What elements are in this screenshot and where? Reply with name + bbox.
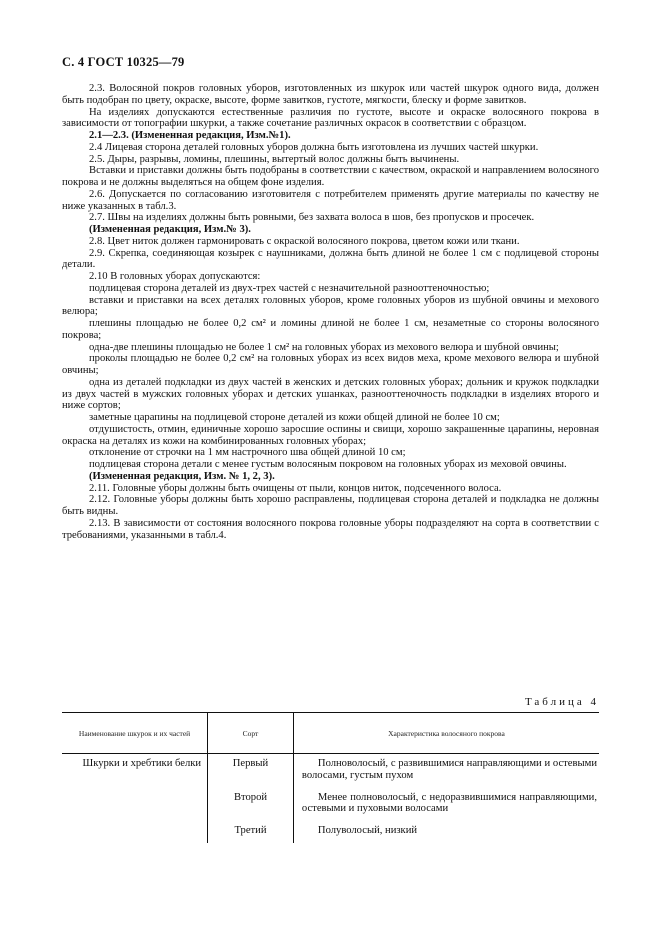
- allowance-item: подлицевая сторона деталей из двух-трех частей с незначительной разнооттеночностью;: [89, 282, 490, 294]
- column-header-description: Характеристика волосяного покрова: [293, 713, 599, 754]
- cell-grade: Первый: [208, 754, 294, 788]
- cell-description: Полноволосый, с развившимися направляющими и остевыми волосами, густым пухом: [293, 754, 599, 788]
- allowance-item: одна-две плешины площадью не более 1 см² на головных уборах из мехового велюра и шубной овчины;: [89, 341, 559, 353]
- allowance-item: заметные царапины на подлицевой стороне деталей из кожи общей длиной не более 10 см;: [89, 412, 500, 423]
- paragraph-2-13: 2.13. В зависимости от состояния волосяного покрова головные уборы подразделяют на сорта в соответствии с требованиями, указанными в табл.4.: [62, 517, 599, 541]
- table-row: [62, 788, 599, 822]
- cell-grade: Второй: [208, 788, 294, 822]
- paragraph-2-7: 2.7. Швы на изделиях должны быть ровными, без захвата волоса в шов, без пропусков и просечек.: [89, 212, 535, 224]
- paragraph-2-4: 2.4 Лицевая сторона деталей головных уборов должна быть изготовлена из лучших частей шкурки.: [89, 141, 539, 153]
- allowance-item: проколы площадью не более 0,2 см² на головных уборах из всех видов меха, кроме мехового велюра и шубной овчины;: [62, 353, 599, 376]
- paragraph-2-3: 2.3. Волосяной покров головных уборов, изготовленных из шкурок или частей шкурок одного вида, должен быть подобран по цвету, окраске, высоте, форме завитков, густоте, мягкости, блеску и форме завитков.: [62, 83, 599, 106]
- cell-name: [62, 821, 208, 843]
- cell-description: Полуволосый, низкий: [293, 821, 599, 843]
- amendment-note-3: (Измененная редакция, Изм.№ 3).: [89, 224, 251, 235]
- amendment-note-1: 2.1—2.3. (Измененная редакция, Изм.№1).: [89, 130, 291, 141]
- cell-name: Шкурки и хребтики белки: [82, 758, 202, 769]
- paragraph-2-5-inserts: Вставки и приставки должны быть подобраны в соответствии с качеством, окраской и направлением волосяного покрова и не должны выделяться на общем фоне изделия.: [62, 165, 599, 188]
- amendment-note-1-2-3: (Измененная редакция, Изм. № 1, 2, 3).: [89, 470, 275, 482]
- allowance-item: отклонение от строчки на 1 мм настрочного шва общей длиной 10 см;: [89, 447, 406, 459]
- grade-table: [62, 712, 599, 843]
- table-header-row: [62, 713, 599, 754]
- table-caption: Таблица 4: [524, 696, 599, 708]
- paragraph-2-12: 2.12. Головные уборы должны быть хорошо расправлены, подлицевая сторона деталей и подкладка не должны быть видны.: [62, 494, 599, 517]
- paragraph-2-5: 2.5. Дыры, разрывы, ломины, плешины, вытертый волос должны быть вычинены.: [89, 153, 460, 165]
- paragraph-2-9: 2.9. Скрепка, соединяющая козырек с наушниками, должна быть длиной не более 1 см с подлицевой стороны детали.: [62, 247, 599, 271]
- document-body: [62, 83, 599, 541]
- column-header-grade: Сорт: [208, 713, 294, 754]
- column-header-name: Наименование шкурок и их частей: [62, 713, 208, 754]
- cell-name: [62, 788, 208, 822]
- paragraph-2-10: 2.10 В головных уборах допускаются:: [89, 271, 261, 282]
- allowance-item: одна из деталей подкладки из двух частей в женских и детских головных уборах; дольник и кружок подкладки из двух частей в мужских головных уборах и детских ушанках, разнооттеночность подкладки в изделиях второго и ниже сортов;: [62, 376, 599, 412]
- page-header: С. 4 ГОСТ 10325—79: [62, 55, 185, 69]
- allowance-item: отдушистость, отмин, единичные хорошо заросшие оспины и свищи, хорошо закрашенные царапины, неровная окраска на деталях из кожи на комбинированных головных уборах;: [62, 423, 599, 447]
- paragraph-2-6: 2.6. Допускается по согласованию изготовителя с потребителем применять другие материалы по качеству не ниже указанных в табл.3.: [62, 188, 599, 212]
- cell-grade: Третий: [208, 821, 294, 843]
- table-row: [62, 821, 599, 843]
- paragraph-2-11: 2.11. Головные уборы должны быть очищены от пыли, концов ниток, подсеченного волоса.: [89, 482, 502, 494]
- paragraph-2-8: 2.8. Цвет ниток должен гармонировать с окраской волосяного покрова, цветом кожи или ткани.: [89, 235, 520, 247]
- cell-description: Менее полноволосый, с недоразвившимися направляющими, остевыми и пуховыми волосами: [293, 788, 599, 822]
- allowance-item: вставки и приставки на всех деталях головных уборов, кроме головных уборов из шубной овчины и мехового велюра;: [62, 294, 599, 318]
- table-row: [62, 754, 599, 788]
- allowance-item: плешины площадью не более 0,2 см² и ломины длиной не более 1 см, незаметные со стороны волосяного покрова;: [62, 318, 599, 341]
- paragraph-2-3-note: На изделиях допускаются естественные различия по густоте, высоте и окраске волосяного покрова в зависимости от топографии шкурки, а также сочетание различных окрасок в соответствии с образцом.: [62, 106, 599, 130]
- allowance-item: подлицевая сторона детали с менее густым волосяным покровом на головных уборах из меховой овчины.: [89, 459, 567, 470]
